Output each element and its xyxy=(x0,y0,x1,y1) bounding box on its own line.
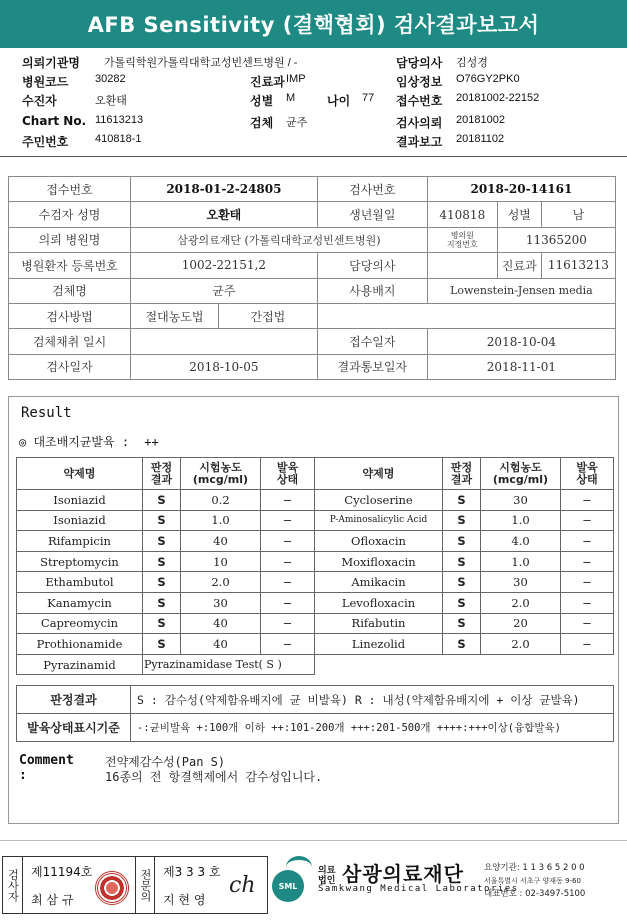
reg-doctor-label: 담당의사 xyxy=(317,253,427,278)
reg-specimen-label: 검체명 xyxy=(9,278,131,303)
pyrazinamid-value: Pyrazinamidase Test( S ) xyxy=(143,654,315,675)
drug-verdict: S xyxy=(443,613,481,634)
growth-header-right-2: 상태 xyxy=(576,472,598,486)
verdict-header-right-1: 판정 xyxy=(450,460,473,474)
comment-label: Comment : xyxy=(19,753,74,783)
result-title: Result xyxy=(21,405,72,421)
org-code: 요양기관: 1 1 3 6 5 2 0 0 xyxy=(484,863,585,873)
pyrazinamid-label: Pyrazinamid xyxy=(17,654,143,675)
table-row xyxy=(17,613,614,634)
conc-header-right xyxy=(481,458,561,490)
drug-verdict: S xyxy=(443,531,481,552)
receipt-label: 접수번호 xyxy=(396,94,443,108)
drug-conc: 1.0 xyxy=(481,510,561,531)
conc-header-left-2: (mcg/ml) xyxy=(192,472,249,486)
reg-method-blank xyxy=(317,303,615,328)
drug-verdict: S xyxy=(143,510,181,531)
registration-table xyxy=(8,176,616,380)
specialist-label: 전문의 xyxy=(135,857,155,913)
drug-conc: 10 xyxy=(181,551,261,572)
specimen-label: 검체 xyxy=(250,116,274,130)
drug-verdict: S xyxy=(443,490,481,511)
reg-receipt-no: 2018-01-2-24805 xyxy=(131,177,318,202)
age-value: 77 xyxy=(362,92,375,104)
footer-divider xyxy=(0,840,627,841)
conc-header-right-2: (mcg/ml) xyxy=(492,472,549,486)
table-row xyxy=(17,510,614,531)
chart-value: 11613213 xyxy=(95,114,144,126)
drug-conc: 4.0 xyxy=(481,531,561,552)
hospital-code-value: 30282 xyxy=(95,73,126,85)
patient-info-section xyxy=(22,54,622,154)
growth-header-left-1: 발육 xyxy=(276,460,299,474)
reg-designation-label-2: 지정번호 xyxy=(446,239,478,249)
inspector-name: 최 삼 규 xyxy=(31,893,74,907)
table-row xyxy=(17,634,614,655)
org-address xyxy=(484,862,585,901)
inspector-no: 제11194호 xyxy=(31,865,93,879)
growth-header-right xyxy=(561,458,614,490)
drug-name: Linezolid xyxy=(315,634,443,655)
drug-name: Rifampicin xyxy=(17,531,143,552)
drug-name: Kanamycin xyxy=(17,592,143,613)
verdict-header-right xyxy=(443,458,481,490)
drug-name: Capreomycin xyxy=(17,613,143,634)
drug-conc: 30 xyxy=(181,592,261,613)
drug-conc: 20 xyxy=(481,613,561,634)
drug-growth: − xyxy=(561,551,614,572)
drug-name: Ofloxacin xyxy=(315,531,443,552)
growth-header-left xyxy=(261,458,315,490)
specialist-no: 제3 3 3 호 xyxy=(163,865,221,879)
drug-verdict: S xyxy=(443,510,481,531)
reg-notify: 2018-11-01 xyxy=(427,354,615,379)
drug-growth: − xyxy=(261,510,315,531)
org-type: 의료법인 xyxy=(318,866,336,886)
verdict-header-left-1: 판정 xyxy=(150,460,173,474)
drug-name: Moxifloxacin xyxy=(315,551,443,572)
drug-name: Rifabutin xyxy=(315,613,443,634)
drug-verdict: S xyxy=(443,572,481,593)
verdict-header-left xyxy=(143,458,181,490)
verdict-header-left-2: 결과 xyxy=(150,472,173,486)
reg-dob-label: 생년월일 xyxy=(317,202,427,227)
rrn-value: 410818-1 xyxy=(95,133,142,145)
reg-patient-reg: 1002-22151,2 xyxy=(131,253,318,278)
reg-test-date-label: 검사일자 xyxy=(9,354,131,379)
control-growth-label: ◎ 대조배지균발육 : xyxy=(19,435,130,449)
patient-value: 오환태 xyxy=(95,95,127,107)
signature-box xyxy=(2,856,268,914)
sml-logo-icon: SML xyxy=(272,870,304,902)
table-row xyxy=(17,490,614,511)
drug-growth: − xyxy=(261,572,315,593)
reg-notify-label: 결과통보일자 xyxy=(317,354,427,379)
drug-verdict: S xyxy=(443,634,481,655)
drug-conc: 30 xyxy=(481,490,561,511)
doctor-label: 담당의사 xyxy=(396,56,443,70)
drug-name: Amikacin xyxy=(315,572,443,593)
drug-verdict: S xyxy=(443,592,481,613)
reg-method-label: 검사방법 xyxy=(9,303,131,328)
drug-conc: 40 xyxy=(181,613,261,634)
drug-conc: 40 xyxy=(181,634,261,655)
reg-collect-label: 검체채취 일시 xyxy=(9,329,131,354)
reg-hospital-label: 의뢰 병원명 xyxy=(9,227,131,252)
table-row xyxy=(17,572,614,593)
specimen-value: 균주 xyxy=(286,117,308,129)
growth-header-left-2: 상태 xyxy=(276,472,299,486)
specialist-name: 지 현 영 xyxy=(163,893,206,907)
drug-conc: 2.0 xyxy=(481,592,561,613)
report-title: AFB Sensitivity (결핵협회) 검사결과보고서 xyxy=(0,0,627,48)
result-section xyxy=(8,396,619,824)
org-english-name: Samkwang Medical Laboratories xyxy=(318,884,519,894)
requester-label: 의뢰기관명 xyxy=(22,56,80,70)
reg-test-no-label: 검사번호 xyxy=(317,177,427,202)
drug-conc: 2.0 xyxy=(181,572,261,593)
conc-header-right-1: 시험농도 xyxy=(499,460,542,474)
reg-patient-reg-label: 병원환자 등록번호 xyxy=(9,253,131,278)
dept-value: IMP xyxy=(286,73,306,85)
clinical-value: O76GY2PK0 xyxy=(456,73,520,85)
drug-growth: − xyxy=(561,490,614,511)
reg-dept-label: 진료과 xyxy=(497,253,541,278)
reg-medium: Lowenstein-Jensen media xyxy=(427,278,615,303)
drug-growth: − xyxy=(261,613,315,634)
conc-header-left-1: 시험농도 xyxy=(199,460,242,474)
patient-label: 수진자 xyxy=(22,94,57,108)
drug-verdict: S xyxy=(143,490,181,511)
verdict-legend-label: 판정결과 xyxy=(17,686,131,714)
org-name: 삼광의료재단 xyxy=(342,862,464,886)
verdict-legend: S : 감수성(약제함유배지에 균 비발육) R : 내성(약제함유배지에 + 이상 균발육) xyxy=(131,686,614,714)
drug-name: P-Aminosalicylic Acid xyxy=(315,510,443,531)
reg-test-date: 2018-10-05 xyxy=(131,354,318,379)
reg-designation-label xyxy=(427,227,497,252)
legend-table xyxy=(16,685,614,742)
drug-conc: 1.0 xyxy=(181,510,261,531)
drug-growth: − xyxy=(261,592,315,613)
drug-verdict: S xyxy=(143,592,181,613)
reg-method-2: 간접법 xyxy=(219,303,318,328)
table-row xyxy=(17,551,614,572)
header-divider xyxy=(0,156,627,157)
clinical-label: 임상정보 xyxy=(396,75,443,89)
reg-method-1: 절대농도법 xyxy=(131,303,219,328)
reg-doctor xyxy=(427,253,497,278)
requester-value: 가톨릭학원가톨릭대학교성빈센트병원 / - xyxy=(104,57,298,69)
drug-conc: 2.0 xyxy=(481,634,561,655)
drug-verdict: S xyxy=(143,572,181,593)
drug-verdict: S xyxy=(143,613,181,634)
conc-header-left xyxy=(181,458,261,490)
doctor-value: 김성경 xyxy=(456,57,488,69)
comment-line-2: 16종의 전 항결핵제에서 감수성입니다. xyxy=(105,770,323,784)
drug-growth: − xyxy=(261,551,315,572)
reg-dob: 410818 xyxy=(427,202,497,227)
drug-conc: 0.2 xyxy=(181,490,261,511)
drug-name: Prothionamide xyxy=(17,634,143,655)
control-growth-value: ++ xyxy=(144,435,159,449)
reg-specimen: 균주 xyxy=(131,278,318,303)
inspector-seal-icon xyxy=(95,871,129,905)
control-growth xyxy=(19,433,159,450)
hospital-code-label: 병원코드 xyxy=(22,75,69,89)
report-value: 20181102 xyxy=(456,133,505,145)
drug-name: Isoniazid xyxy=(17,490,143,511)
reg-sex: 남 xyxy=(541,202,615,227)
drug-conc: 1.0 xyxy=(481,551,561,572)
drug-table xyxy=(16,457,614,675)
pyrazinamid-blank xyxy=(315,654,614,675)
dept-label: 진료과 xyxy=(250,75,285,89)
org-location: 서울특별시 서초구 양재동 9-60 xyxy=(484,877,581,885)
drug-verdict: S xyxy=(143,551,181,572)
reg-receipt-date: 2018-10-04 xyxy=(427,329,615,354)
request-value: 20181002 xyxy=(456,114,505,126)
drug-growth: − xyxy=(561,592,614,613)
drug-growth: − xyxy=(561,634,614,655)
sex-value: M xyxy=(286,92,296,104)
drug-conc: 40 xyxy=(181,531,261,552)
reg-medium-label: 사용배지 xyxy=(317,278,427,303)
drug-growth: − xyxy=(561,572,614,593)
drug-growth: − xyxy=(561,531,614,552)
reg-name: 오환태 xyxy=(131,202,318,227)
chart-label: Chart No. xyxy=(22,114,87,128)
drug-growth: − xyxy=(261,490,315,511)
growth-header-right-1: 발육 xyxy=(576,460,598,474)
table-row xyxy=(17,592,614,613)
rrn-label: 주민번호 xyxy=(22,135,69,149)
reg-dept: 11613213 xyxy=(541,253,615,278)
drug-name: Levofloxacin xyxy=(315,592,443,613)
reg-designation: 11365200 xyxy=(497,227,615,252)
pyrazinamid-row xyxy=(17,654,614,675)
drug-name: Ethambutol xyxy=(17,572,143,593)
drug-growth: − xyxy=(561,613,614,634)
growth-legend-label: 발육상태표시기준 xyxy=(17,714,131,742)
age-label: 나이 xyxy=(327,94,351,108)
verdict-header-right-2: 결과 xyxy=(450,472,473,486)
request-label: 검사의뢰 xyxy=(396,116,443,130)
drug-name: Isoniazid xyxy=(17,510,143,531)
signature-icon: ch xyxy=(229,873,256,898)
comment-line-1: 전약제감수성(Pan S) xyxy=(105,755,226,769)
reg-collect xyxy=(131,329,318,354)
sex-label: 성별 xyxy=(250,94,274,108)
drug-conc: 30 xyxy=(481,572,561,593)
reg-sex-label: 성별 xyxy=(497,202,541,227)
reg-name-label: 수검자 성명 xyxy=(9,202,131,227)
receipt-value: 20181002-22152 xyxy=(456,92,540,104)
drug-verdict: S xyxy=(143,634,181,655)
org-phone: 대표번호 : 02-3497-5100 xyxy=(484,889,586,899)
report-label: 결과보고 xyxy=(396,135,443,149)
reg-receipt-date-label: 접수일자 xyxy=(317,329,427,354)
drug-header-left: 약제명 xyxy=(17,458,143,490)
drug-growth: − xyxy=(261,531,315,552)
reg-test-no: 2018-20-14161 xyxy=(427,177,615,202)
drug-verdict: S xyxy=(443,551,481,572)
reg-hospital: 삼광의료재단 (가톨릭대학교성빈센트병원) xyxy=(131,227,428,252)
drug-name: Cycloserine xyxy=(315,490,443,511)
drug-name: Streptomycin xyxy=(17,551,143,572)
table-row xyxy=(17,531,614,552)
growth-legend: -:균비발육 +:100개 이하 ++:101-200개 +++:201-500개 ++++:+++이상(융합발육) xyxy=(131,714,614,742)
footer xyxy=(0,852,627,922)
drug-header-right: 약제명 xyxy=(315,458,443,490)
reg-receipt-no-label: 접수번호 xyxy=(9,177,131,202)
drug-growth: − xyxy=(261,634,315,655)
drug-growth: − xyxy=(561,510,614,531)
drug-verdict: S xyxy=(143,531,181,552)
reg-designation-label-1: 병의원 xyxy=(450,230,474,240)
inspector-label: 검사자 xyxy=(3,857,23,913)
